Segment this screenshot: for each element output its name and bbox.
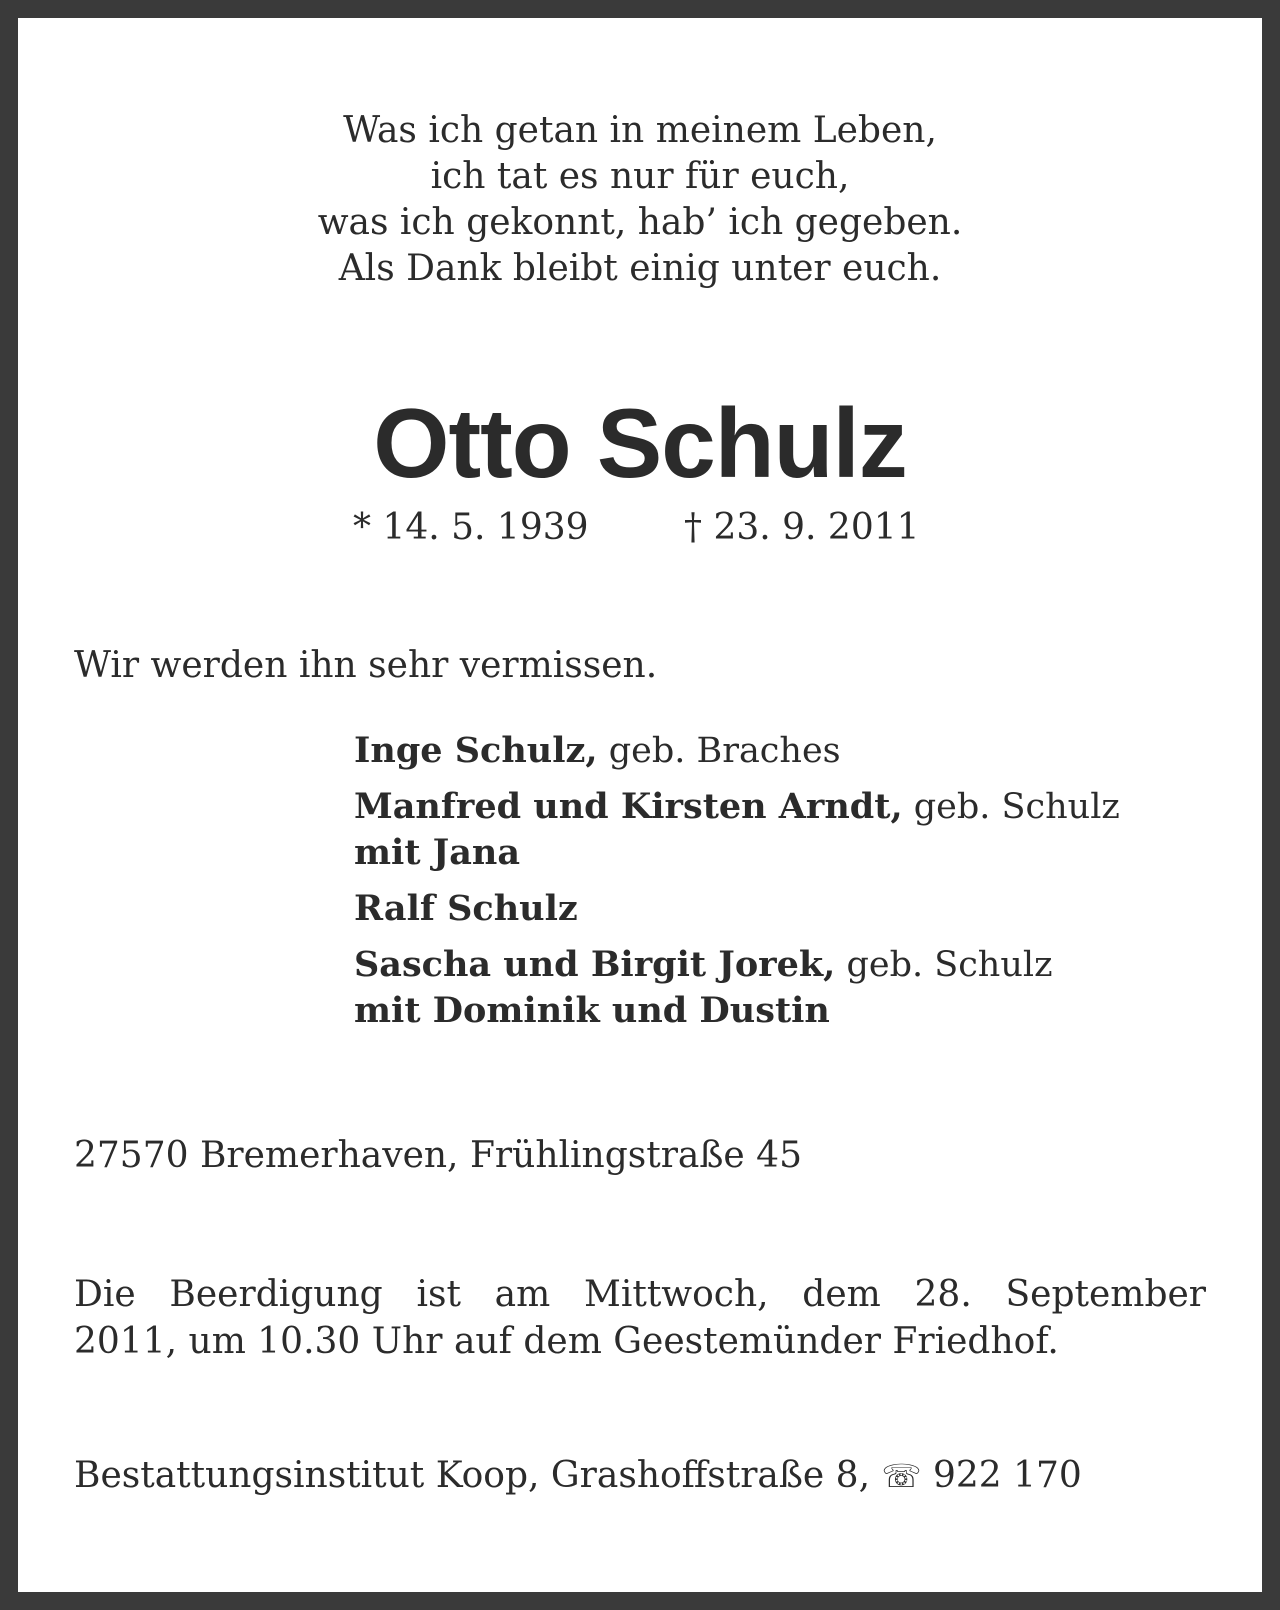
funeral-info [74,1271,1206,1365]
phone-icon: ☏ [881,1457,922,1495]
poem-line: Als Dank bleibt einig unter euch. [338,248,942,289]
mourner-entry [354,728,1120,774]
mourner-note: geb. Schulz [902,787,1120,827]
deceased-name: Otto Schulz [373,388,907,498]
poem [0,108,1280,292]
birth-date: * 14. 5. 1939 [353,507,589,548]
funeral-line: Die Beerdigung ist am Mittwoch, dem 28. September [74,1274,1206,1315]
mourner-name: Ralf Schulz [354,888,578,929]
mourner-entry [354,886,1120,932]
mourner-name: Inge Schulz, [354,730,598,771]
death-date: † 23. 9. 2011 [684,507,920,548]
mourner-note: geb. Braches [597,731,841,771]
mourners-list [354,728,1120,1044]
intro-text: Wir werden ihn sehr vermissen. [74,645,658,686]
undertaker-text: Bestattungsinstitut Koop, Grashoffstraße 8, [74,1455,871,1496]
mourner-note: geb. Schulz [835,945,1053,985]
poem-line: ich tat es nur für euch, [430,156,850,197]
mourner-sub: mit Dominik und Dustin [354,990,830,1031]
mourner-entry [354,942,1120,1034]
mourner-name: Manfred und Kirsten Arndt, [354,786,903,827]
phone-number: 922 170 [932,1455,1082,1496]
mourner-entry [354,784,1120,876]
address: 27570 Bremerhaven, Frühlingstraße 45 [74,1135,802,1176]
undertaker-info [74,1453,1082,1499]
funeral-line: 2011, um 10.30 Uhr auf dem Geestemünder Friedhof. [74,1321,1059,1362]
poem-line: was ich gekonnt, hab’ ich gegeben. [317,202,963,243]
mourner-sub: mit Jana [354,832,521,873]
mourner-name: Sascha und Birgit Jorek, [354,944,836,985]
poem-line: Was ich getan in meinem Leben, [343,110,937,151]
